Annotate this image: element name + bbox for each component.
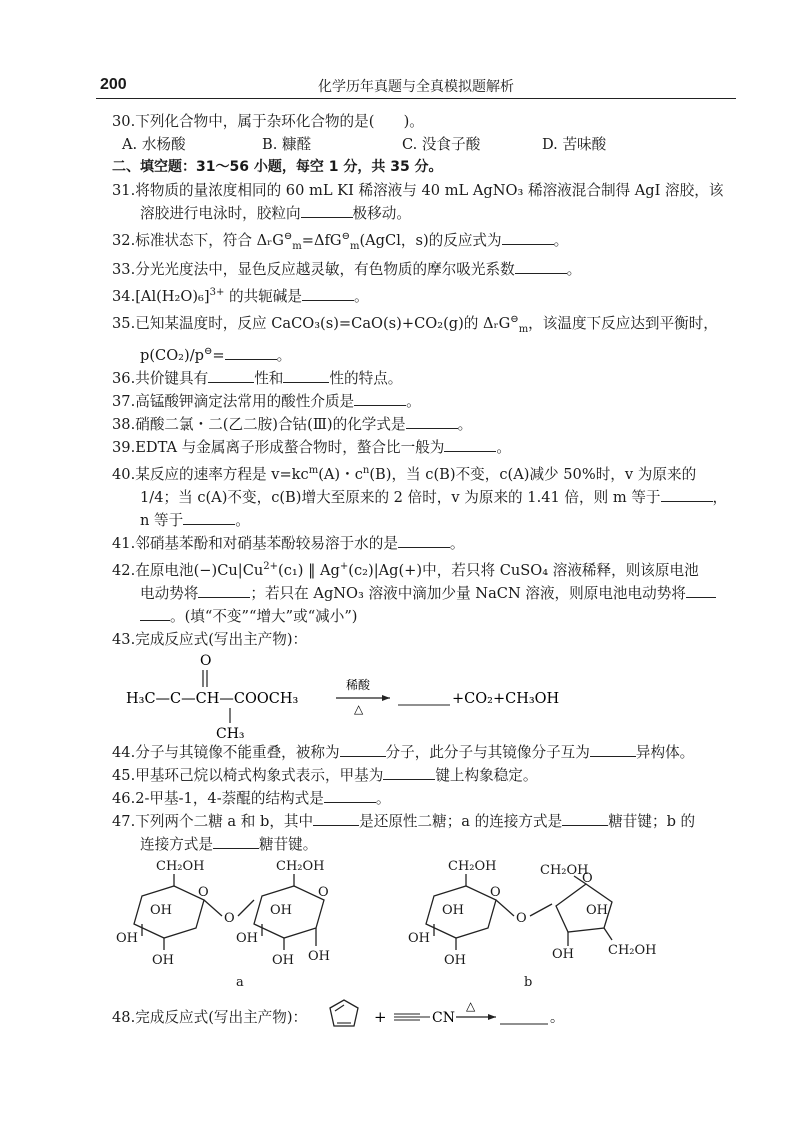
ring-oxygen: O [582,870,593,886]
ring-oxygen: O [198,884,209,900]
q30-options [112,133,747,156]
question-39: 39.EDTA 与金属离子形成螯合物时，螯合比一般为 。 [112,439,511,457]
option-a: A. 水杨酸 [122,136,186,153]
answer-blank[interactable] [340,742,386,757]
answer-blank[interactable] [324,788,376,803]
glycosidic-oxygen: O [224,910,235,926]
answer-blank[interactable] [198,583,250,598]
running-title: 化学历年真题与全真模拟题解析 [318,79,514,95]
oh-label: OH [586,902,608,918]
oh-label: OH [236,930,258,946]
oh-label: OH [116,930,138,946]
question-45: 45.甲基环己烷以椅式构象式表示，甲基为 键上构象稳定。 [112,766,538,784]
oh-label: OH [152,952,174,968]
reaction-43 [112,651,747,741]
question-46: 46.2-甲基-1，4-萘醌的结构式是 。 [112,789,391,807]
ring-oxygen: O [318,884,329,900]
question-41: 41.邻硝基苯酚和对硝基苯酚较易溶于水的是 。 [112,535,465,553]
question-33: 33.分光光度法中，显色反应越灵敏，有色物质的摩尔吸光系数 。 [112,260,582,278]
question-31-cont: 溶胶进行电泳时，胶粒向 极移动。 [140,205,411,222]
oh-label: OH [552,946,574,962]
reagent-label: 稀酸 [346,677,371,692]
ch2oh-label: CH₂OH [608,942,657,958]
question-48: 48.完成反应式(写出主产物)： + CN △ 。 [112,996,747,1040]
question-35-cont: p(CO₂)/p⊖= 。 [140,346,292,365]
oh-label: OH [150,902,172,918]
oh-label: OH [270,902,292,918]
oh-label: OH [442,902,464,918]
question-40-cont2: n 等于 。 [140,512,250,530]
ch2oh-label: CH₂OH [276,858,325,874]
reactant-formula: H₃C—C—CH—COOCH₃ [126,690,299,707]
answer-blank[interactable] [383,765,435,780]
question-44: 44.分子与其镜像不能重叠，被称为 分子，此分子与其镜像分子互为 异构体。 [112,743,695,761]
question-42-cont2: 。(填“不变”“增大”或“减小”) [112,605,747,628]
question-34: $34.[Al(H_2O)_6]^{3+}$ 的共轭碱是 。 [112,286,369,305]
answer-blank[interactable] [213,834,259,849]
answer-blank[interactable] [406,414,458,429]
question-40: 40.某反应的速率方程是 $v=kc^m(A)$・$c^n(B)$，当 c(B)不变，c(A)减少 50%时，v 为原来的 [112,465,697,484]
answer-blank[interactable] [444,437,496,452]
oh-label: OH [308,948,330,964]
answer-blank[interactable] [283,368,329,383]
answer-blank[interactable] [686,583,716,598]
header-rule [96,98,736,99]
question-31: 31.将物质的量浓度相同的 60 mL KI 稀溶液与 40 mL AgNO₃ 稀溶液混合制得 AgI 溶胶，该 [112,182,724,199]
answer-blank[interactable] [208,368,254,383]
glycosidic-oxygen: O [516,910,527,926]
question-35: 35.已知某温度时，反应 CaCO₃(s)=CaO(s)+CO₂(g)的 ΔᵣG⊖$_m$，该温度下反应达到平衡时， [112,313,718,335]
cyclopentadiene-ring [330,1000,358,1026]
reaction-43-svg [112,651,747,741]
nitrile-label: CN [432,1009,455,1026]
question-30: 30.下列化合物中，属于杂环化合物的是( )。 [112,113,424,130]
heat-symbol: △ [354,701,364,716]
answer-blank[interactable] [354,391,406,406]
carbonyl-oxygen: O [200,652,212,669]
answer-blank[interactable] [225,345,277,360]
answer-blank[interactable] [301,203,353,218]
question-47: 47.下列两个二糖 a 和 b，其中 是还原性二糖；a 的连接方式是 糖苷键；b 的 [112,812,696,830]
question-36: 36.共价键具有 性和 性的特点。 [112,370,403,388]
methyl-branch: CH₃ [216,725,245,741]
answer-blank[interactable] [502,230,554,245]
answer-blank[interactable] [140,606,170,621]
answer-blank[interactable] [590,742,636,757]
oh-label: OH [444,952,466,968]
section-title: 二、填空题：31～56 小题，每空 1 分，共 35 分。 [112,159,443,175]
ch2oh-label: CH₂OH [156,858,205,874]
option-c: C. 没食子酸 [402,136,481,153]
oh-label: OH [272,952,294,968]
products-formula: +CO₂+CH₃OH [452,690,560,707]
structure-label-a: a [236,974,244,990]
answer-blank[interactable] [398,533,450,548]
reaction-48-svg [112,996,747,1040]
answer-blank[interactable] [313,811,359,826]
question-43: 43.完成反应式(写出主产物)： [112,630,308,648]
disaccharide-svg [112,856,747,996]
page-header [96,68,736,96]
question-47-cont: 连接方式是 糖苷键。 [140,835,318,853]
svg-text:。: 。 [550,1009,564,1026]
plus-sign: + [374,1007,387,1026]
question-37: 37.高锰酸钾滴定法常用的酸性介质是 。 [112,393,421,411]
answer-blank[interactable] [515,259,567,274]
question-32: 32.标准状态下，符合 ΔᵣG⊖$_m$=ΔfG⊖$_m$(AgCl，s)的反应式为 。 [112,231,569,252]
ch2oh-label: CH₂OH [448,858,497,874]
question-40-cont: 1/4；当 c(A)不变，c(B)增大至原来的 2 倍时，v 为原来的 1.41 倍，则 m 等于 ， [140,489,728,507]
heat-symbol: △ [466,998,476,1013]
question-42-cont: 电动势将 ；若只在 AgNO₃ 溶液中滴加少量 NaCN 溶液，则原电池电动势将 [112,582,747,605]
option-d: D. 苦味酸 [542,136,607,153]
question-38: 38.硝酸二氯・二(乙二胺)合钴(Ⅲ)的化学式是 。 [112,416,473,434]
question-content [112,110,747,1040]
answer-blank[interactable] [562,811,608,826]
structure-label-b: b [524,974,533,990]
oh-label: OH [408,930,430,946]
ring-oxygen: O [490,884,501,900]
question-42: 42.在原电池$(-)Cu|Cu^{2+}(c_1)$ ‖ Ag+(c₂)|Ag(+)中，若只将 CuSO₄ 溶液稀释，则该原电池 [112,561,699,579]
answer-blank[interactable] [661,487,713,502]
ch2oh-label: CH₂OH [540,862,589,878]
answer-blank[interactable] [302,286,354,301]
option-b: B. 糠醛 [262,136,312,153]
page-number: 200 [100,76,127,93]
disaccharide-structures [112,856,747,996]
answer-blank[interactable] [183,510,235,525]
